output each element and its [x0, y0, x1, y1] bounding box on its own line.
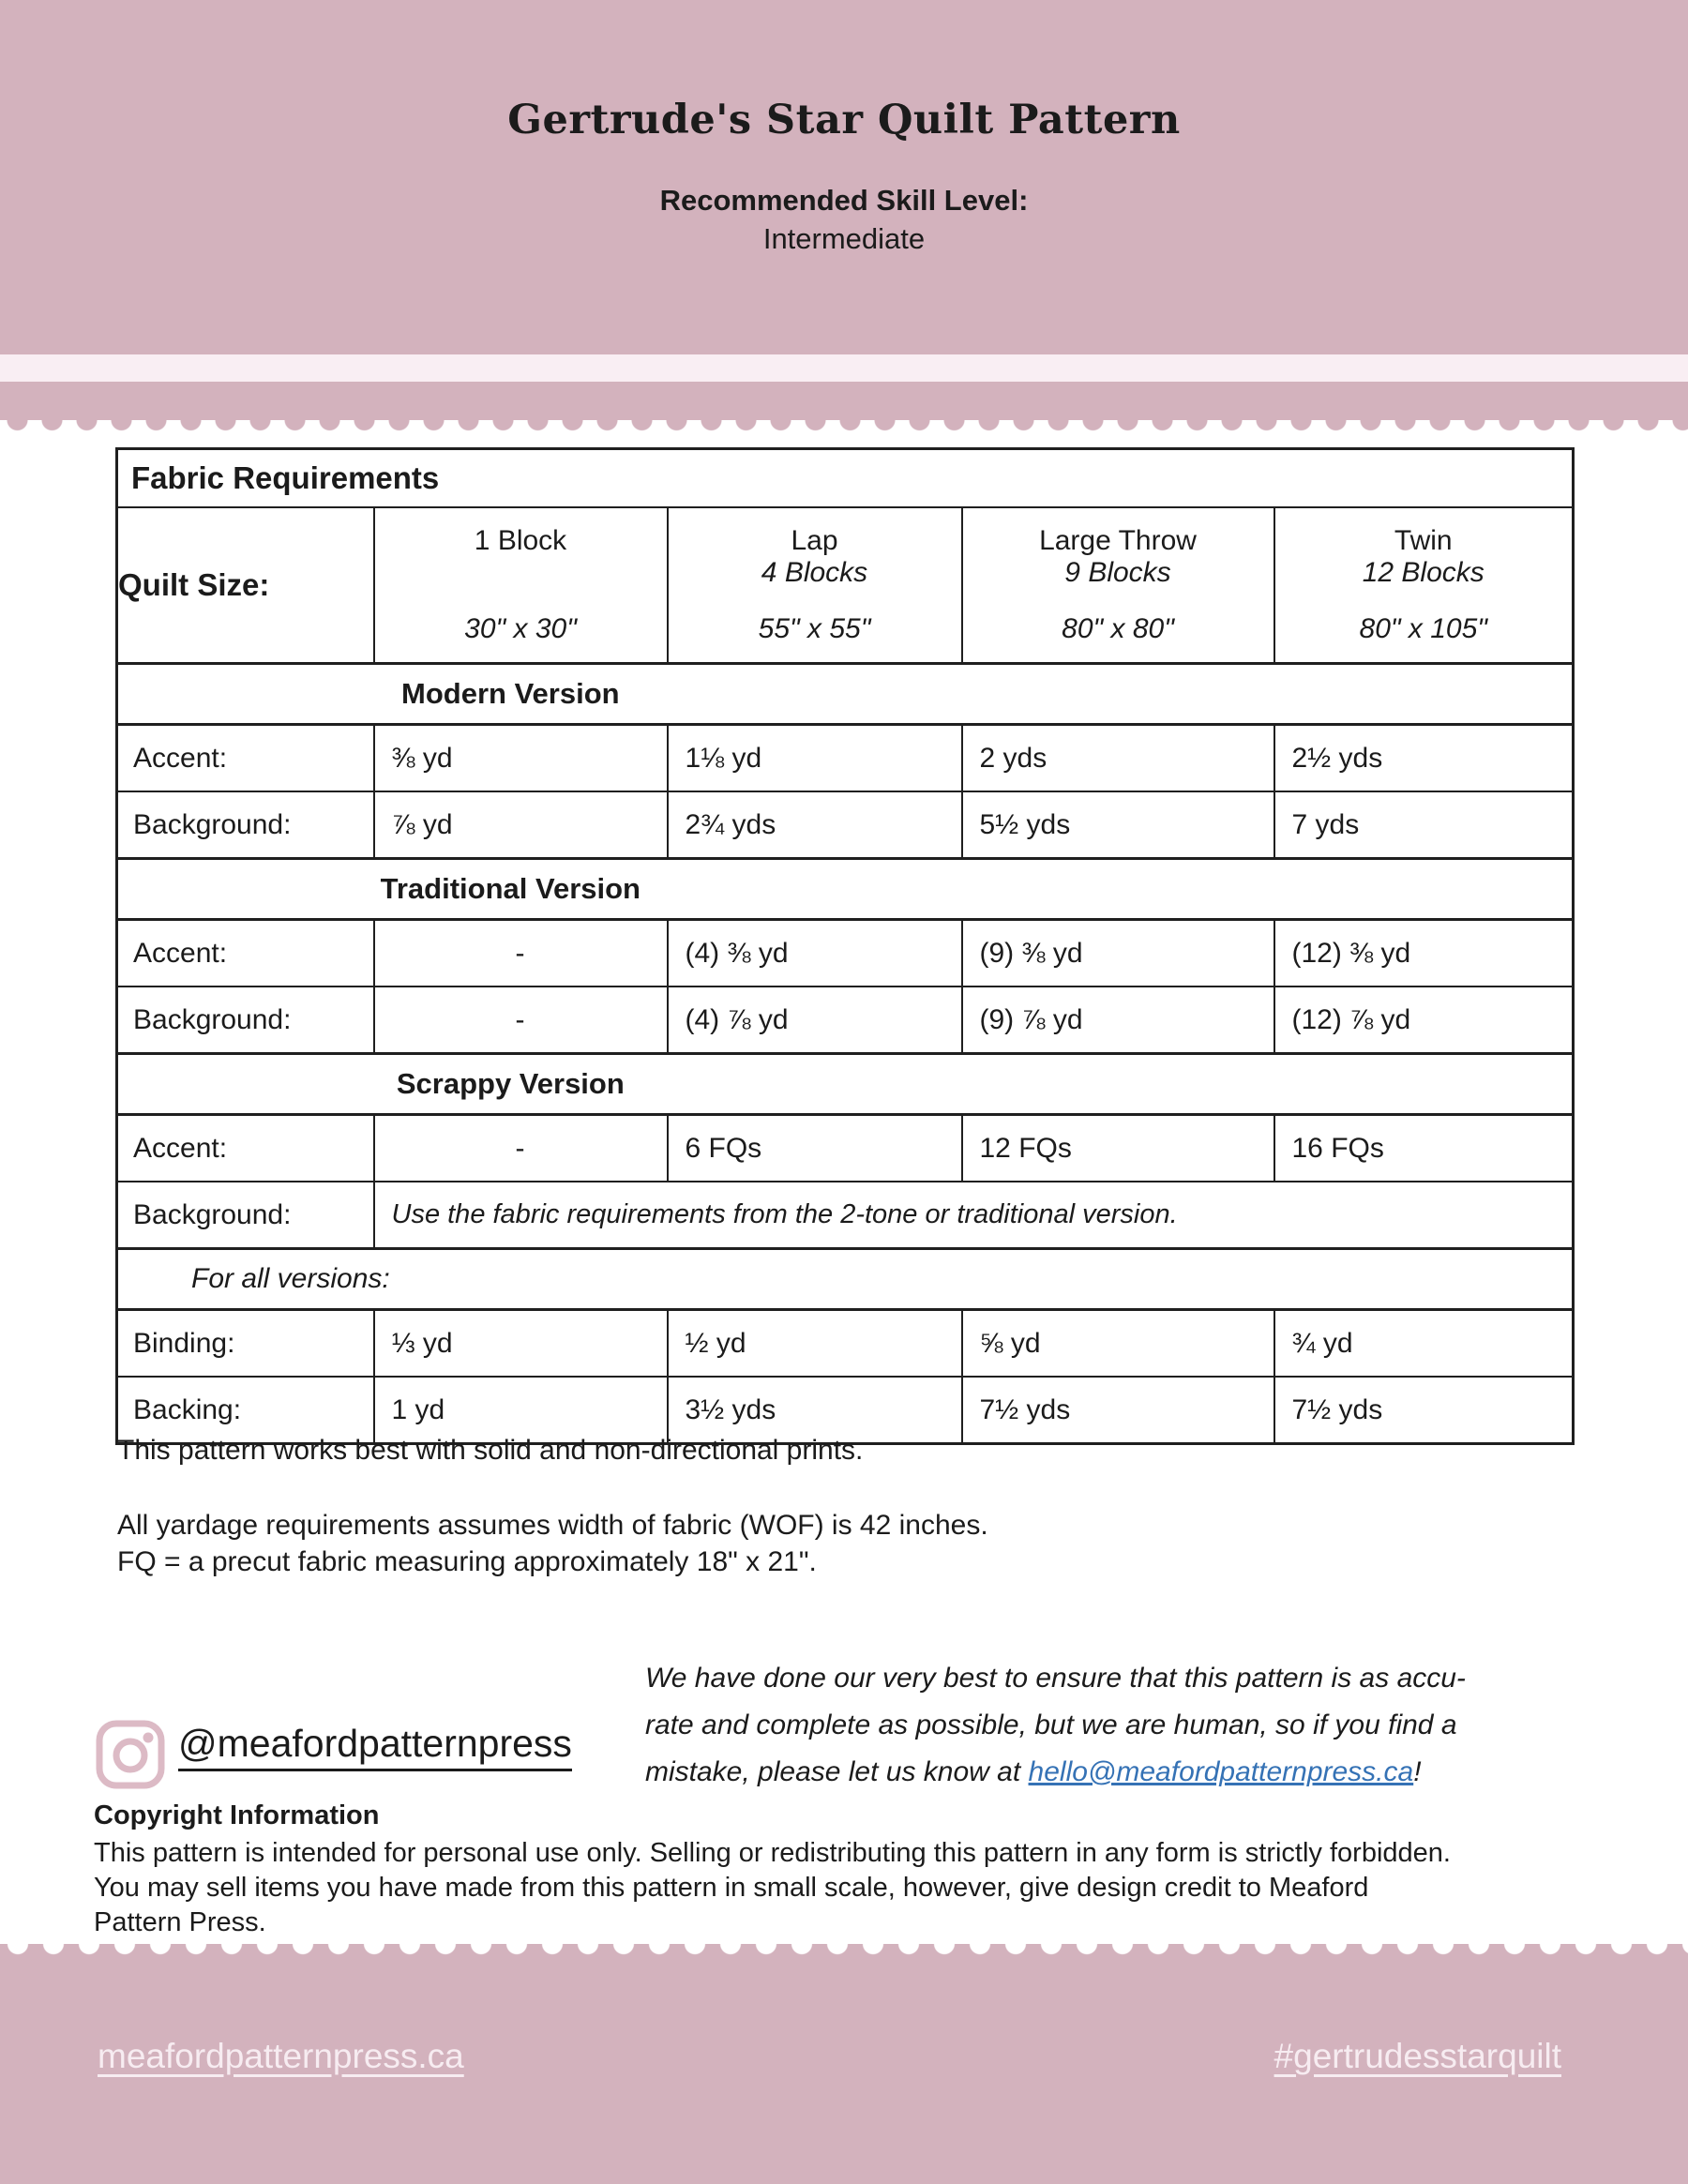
table-title: Fabric Requirements — [117, 449, 1574, 508]
table-cell: 12 FQs — [962, 1115, 1274, 1182]
traditional-background-row — [117, 987, 1574, 1054]
table-cell: ¾ yd — [1274, 1310, 1574, 1378]
copyright-line: This pattern is intended for personal use only. Selling or redistributing this pattern in any form is strictly forbidden. — [94, 1838, 1451, 1868]
table-title-row — [117, 449, 1574, 508]
section-title-scrappy: Scrappy Version — [117, 1054, 1574, 1115]
copyright-line: You may sell items you have made from this pattern in small scale, however, give design credit to Meaford — [94, 1873, 1369, 1903]
table-cell: 5½ yds — [962, 791, 1274, 859]
table-cell: (4) ⅞ yd — [668, 987, 962, 1054]
disclaimer-text: mistake, please let us know at — [645, 1756, 1029, 1787]
column-name: Twin — [1394, 525, 1453, 556]
table-cell: - — [374, 920, 668, 987]
table-cell: (9) ⅜ yd — [962, 920, 1274, 987]
column-name: Large Throw — [1039, 525, 1197, 556]
fabric-requirements-table — [115, 447, 1575, 1445]
section-title-modern: Modern Version — [117, 664, 1574, 725]
background-label: Background: — [117, 987, 374, 1054]
table-cell: 2¾ yds — [668, 791, 962, 859]
website-link[interactable]: meafordpatternpress.ca — [98, 2037, 464, 2075]
table-cell: ⅜ yd — [374, 725, 668, 792]
note-solids: This pattern works best with solid and non-directional prints. — [117, 1435, 864, 1466]
copyright-title: Copyright Information — [94, 1800, 380, 1830]
background-label: Background: — [117, 1182, 374, 1249]
table-cell: ½ yd — [668, 1310, 962, 1378]
header-band — [0, 0, 1688, 420]
note-wof: All yardage requirements assumes width of fabric (WOF) is 42 inches. — [117, 1510, 988, 1541]
copyright-body — [94, 1836, 1451, 1940]
table-cell: (12) ⅞ yd — [1274, 987, 1574, 1054]
disclaimer-text: ! — [1413, 1756, 1422, 1787]
for-all-versions-row — [117, 1249, 1574, 1310]
modern-background-row — [117, 791, 1574, 859]
traditional-version-header-row — [117, 859, 1574, 920]
table-cell: 16 FQs — [1274, 1115, 1574, 1182]
column-header-lap — [668, 507, 962, 664]
scrappy-background-note: Use the fabric requirements from the 2-tone or traditional version. — [374, 1182, 1574, 1249]
column-header-large-throw — [962, 507, 1274, 664]
hashtag-link[interactable]: #gertrudesstarquilt — [1274, 2037, 1561, 2075]
table-cell: ⅞ yd — [374, 791, 668, 859]
table-cell: 7½ yds — [1274, 1377, 1574, 1444]
table-cell: (12) ⅜ yd — [1274, 920, 1574, 987]
email-link[interactable]: hello@meafordpatternpress.ca — [1028, 1756, 1414, 1787]
table-cell: 1 yd — [374, 1377, 668, 1444]
column-header-twin — [1274, 507, 1574, 664]
table-cell: 6 FQs — [668, 1115, 962, 1182]
disclaimer-line — [645, 1749, 1592, 1796]
table-cell: ⅓ yd — [374, 1310, 668, 1378]
footer-band — [0, 1944, 1688, 2184]
disclaimer-line: rate and complete as possible, but we are human, so if you find a — [645, 1710, 1457, 1740]
column-blocks: 9 Blocks — [1064, 557, 1171, 588]
instagram-handle-link[interactable]: @meafordpatternpress — [178, 1722, 572, 1771]
table-cell: 3½ yds — [668, 1377, 962, 1444]
table-cell: 7½ yds — [962, 1377, 1274, 1444]
table-cell: ⅝ yd — [962, 1310, 1274, 1378]
light-pink-stripe — [0, 354, 1688, 382]
modern-version-header-row — [117, 664, 1574, 725]
table-cell: 1⅛ yd — [668, 725, 962, 792]
background-label: Background: — [117, 791, 374, 859]
table-cell: 7 yds — [1274, 791, 1574, 859]
scrappy-version-header-row — [117, 1054, 1574, 1115]
table-cell: (4) ⅜ yd — [668, 920, 962, 987]
column-header-1block — [374, 507, 668, 664]
column-name: 1 Block — [474, 525, 567, 556]
column-dimensions: 30" x 30" — [464, 613, 577, 644]
column-blocks: 4 Blocks — [761, 557, 868, 588]
table-cell: - — [374, 987, 668, 1054]
table-cell: (9) ⅞ yd — [962, 987, 1274, 1054]
scrappy-accent-row — [117, 1115, 1574, 1182]
binding-row — [117, 1310, 1574, 1378]
accuracy-disclaimer — [645, 1655, 1592, 1796]
binding-label: Binding: — [117, 1310, 374, 1378]
column-name: Lap — [791, 525, 838, 556]
table-cell: - — [374, 1115, 668, 1182]
disclaimer-line: We have done our very best to ensure that this pattern is as accu- — [645, 1663, 1466, 1694]
accent-label: Accent: — [117, 920, 374, 987]
page-title: Gertrude's Star Quilt Pattern — [507, 97, 1181, 143]
instagram-icon — [94, 1718, 167, 1796]
backing-label: Backing: — [117, 1377, 374, 1444]
column-dimensions: 55" x 55" — [758, 613, 871, 644]
column-blocks: 12 Blocks — [1362, 557, 1485, 588]
traditional-accent-row — [117, 920, 1574, 987]
table-header-row — [117, 507, 1574, 664]
scalloped-edge-top — [0, 420, 1688, 433]
quilt-size-label: Quilt Size: — [117, 507, 374, 664]
modern-accent-row — [117, 725, 1574, 792]
note-fq: FQ = a precut fabric measuring approximately 18" x 21". — [117, 1546, 817, 1577]
skill-level-label: Recommended Skill Level: — [659, 184, 1029, 217]
skill-level-value: Intermediate — [762, 222, 926, 255]
table-cell: 2 yds — [962, 725, 1274, 792]
for-all-versions-label: For all versions: — [117, 1249, 1574, 1310]
accent-label: Accent: — [117, 725, 374, 792]
backing-row — [117, 1377, 1574, 1444]
accent-label: Accent: — [117, 1115, 374, 1182]
note-yardage — [117, 1507, 988, 1580]
table-cell: 2½ yds — [1274, 725, 1574, 792]
column-dimensions: 80" x 80" — [1062, 613, 1174, 644]
scalloped-edge-bottom — [0, 1944, 1688, 1957]
section-title-traditional: Traditional Version — [117, 859, 1574, 920]
copyright-line: Pattern Press. — [94, 1907, 266, 1937]
scrappy-background-row — [117, 1182, 1574, 1249]
column-dimensions: 80" x 105" — [1359, 613, 1487, 644]
